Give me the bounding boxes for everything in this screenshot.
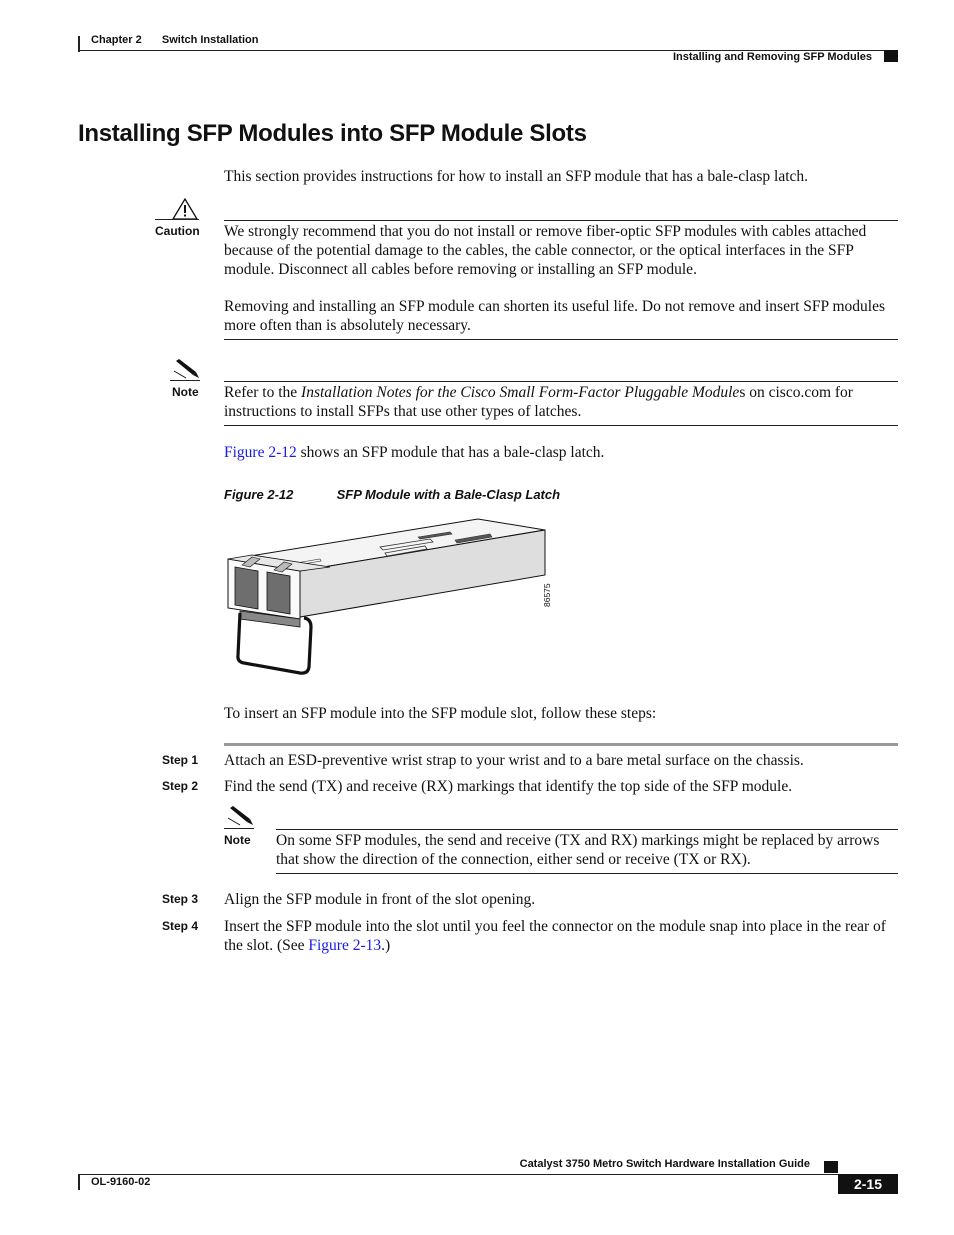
intro-paragraph: This section provides instructions for how to install an SFP module that has a bale-clasp latch. <box>224 168 809 185</box>
page-title: Installing SFP Modules into SFP Module Slots <box>78 120 587 147</box>
step-note-icon-rule <box>224 828 254 829</box>
note-bottom-rule <box>224 425 898 426</box>
step-note-label: Note <box>224 833 251 847</box>
caution-label: Caution <box>155 224 200 238</box>
step-note-pencil-icon <box>226 806 254 826</box>
caution-top-rule <box>224 220 898 221</box>
note-top-rule <box>224 381 898 382</box>
step-4-label: Step 4 <box>162 919 199 933</box>
step-note-text: On some SFP modules, the send and receive (TX and RX) markings might be replaced by arrows that show the direction of the connection, either send or receive (TX or RX). <box>276 832 880 868</box>
header-chapter <box>91 34 258 46</box>
figure-art-id: 86575 <box>542 583 552 607</box>
figure-number: Figure 2-12 <box>224 487 294 502</box>
note-icon-rule <box>170 380 200 381</box>
footer-left-bar <box>78 1174 80 1190</box>
caution-icon-rule <box>155 219 199 220</box>
note-pencil-icon <box>172 359 200 379</box>
step-1-label: Step 1 <box>162 753 199 767</box>
figure-reference-text: shows an SFP module that has a bale-clasp latch. <box>296 444 605 461</box>
step-3-text: Align the SFP module in front of the slot opening. <box>224 891 536 908</box>
header-chapter-title: Switch Installation <box>161 34 259 46</box>
step-4-text <box>224 917 898 955</box>
figure-2-13-link[interactable]: Figure 2-13 <box>308 937 382 954</box>
header-marker <box>884 50 898 62</box>
header-section: Installing and Removing SFP Modules <box>672 51 872 63</box>
step-2-text: Find the send (TX) and receive (RX) markings that identify the top side of the SFP module. <box>224 778 793 795</box>
steps-top-rule <box>224 743 898 746</box>
step-1-text: Attach an ESD-preventive wrist strap to your wrist and to a bare metal surface on the chassis. <box>224 752 804 769</box>
figure-caption-text: SFP Module with a Bale-Clasp Latch <box>336 487 561 502</box>
footer-doc-id: OL-9160-02 <box>91 1176 151 1188</box>
footer-page-box <box>838 1174 898 1194</box>
sfp-module-illustration <box>220 515 560 680</box>
step-3-label: Step 3 <box>162 892 199 906</box>
figure-caption <box>224 487 560 502</box>
note-text-post: s on cisco.com for instructions to install SFPs that use other types of latches. <box>224 384 853 420</box>
figure-2-12-link[interactable]: Figure 2-12 <box>224 444 297 461</box>
figure-reference <box>224 443 898 462</box>
note-label: Note <box>172 385 199 399</box>
step-note-bottom-rule <box>276 873 898 874</box>
step-note-top-rule <box>276 829 898 830</box>
note-text <box>224 383 898 421</box>
header-chapter-number: Chapter 2 <box>91 34 142 46</box>
step-4-text-post: .) <box>381 937 391 954</box>
caution-bottom-rule <box>224 339 898 340</box>
footer-guide-title: Catalyst 3750 Metro Switch Hardware Installation Guide <box>519 1158 810 1170</box>
step-2-label: Step 2 <box>162 779 199 793</box>
note-doc-title: Installation Notes for the Cisco Small Form-Factor Pluggable Module <box>301 384 740 401</box>
footer-page-number: 2-15 <box>853 1176 883 1192</box>
step-4-text-pre: Insert the SFP module into the slot until you feel the connector on the module snap into place in the rear of the slot. (See <box>224 918 886 954</box>
footer-marker <box>824 1161 838 1173</box>
caution-icon <box>172 198 198 220</box>
caution-paragraph-1: We strongly recommend that you do not install or remove fiber-optic SFP modules with cables attached because of the potential damage to the cables, the cable connector, or the optical interfaces in the SFP module. Disconnect all cables before removing or installing an SFP module. <box>224 223 867 278</box>
footer-rule <box>78 1174 898 1175</box>
caution-paragraph-2: Removing and installing an SFP module can shorten its useful life. Do not remove and insert SFP modules more often than is absolutely necessary. <box>224 298 885 334</box>
steps-intro: To insert an SFP module into the SFP module slot, follow these steps: <box>224 705 657 722</box>
note-text-pre: Refer to the <box>224 384 302 401</box>
